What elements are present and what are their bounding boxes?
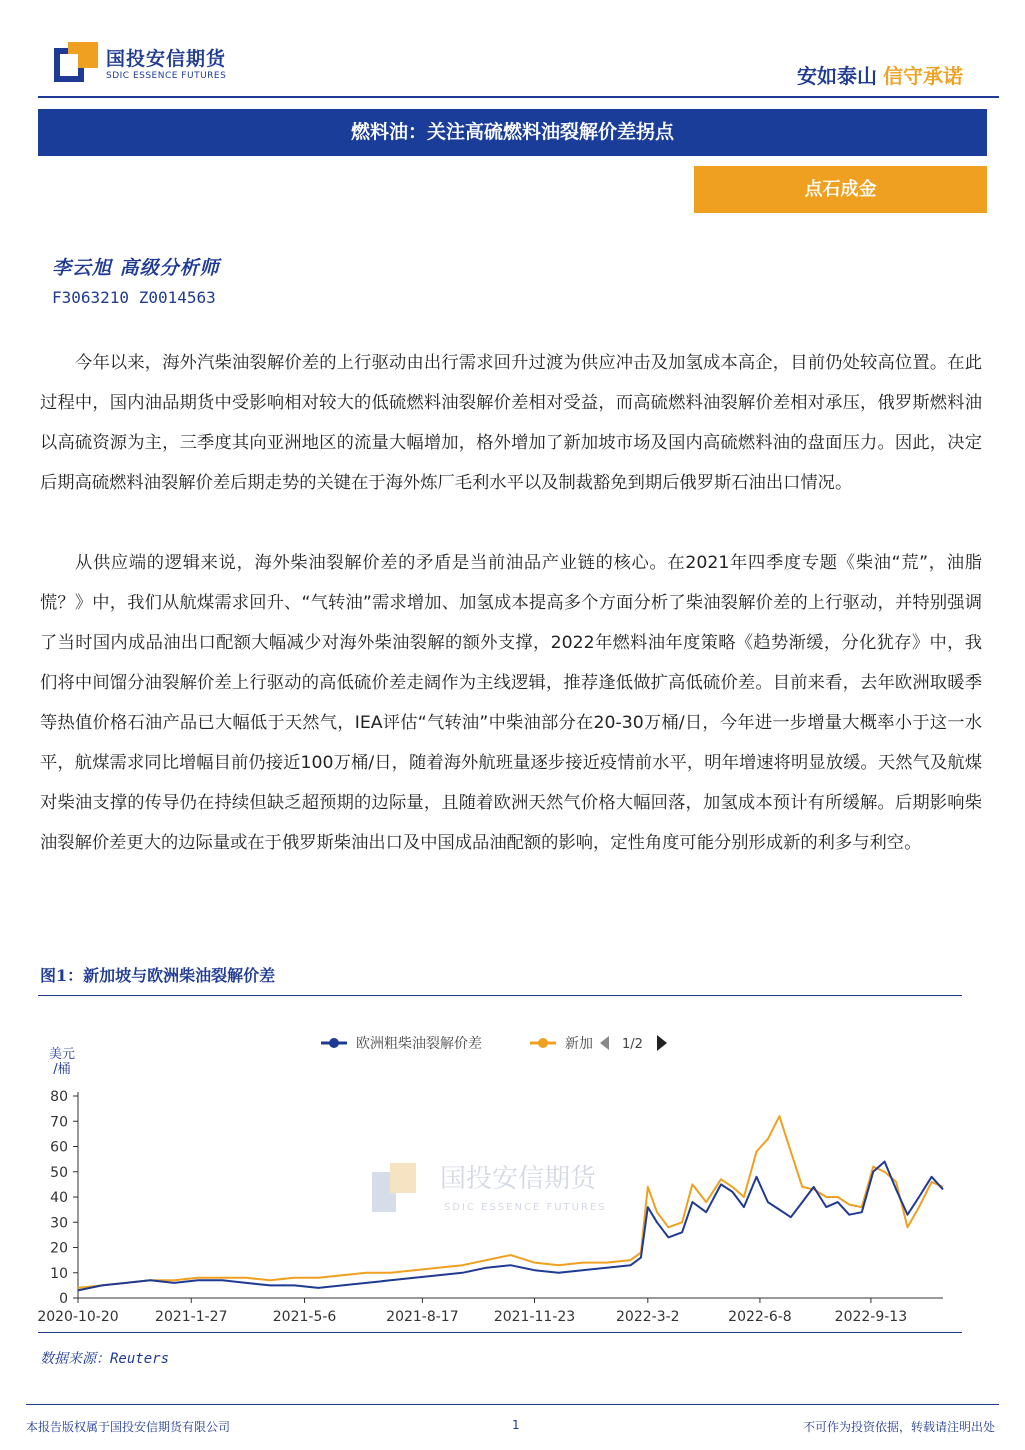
- x-tick-label: 2022-9-13: [834, 1309, 908, 1325]
- column-tag: 点石成金: [694, 166, 987, 213]
- legend-dot-singapore: [538, 1038, 548, 1048]
- slogan-part-1: 安如泰山: [797, 64, 877, 88]
- legend-next-page-icon[interactable]: [657, 1035, 667, 1051]
- x-tick-label: 2022-6-8: [728, 1309, 792, 1325]
- watermark-text-en: SDIC ESSENCE FUTURES: [444, 1202, 607, 1213]
- footer-divider: [26, 1404, 999, 1405]
- watermark-logo-icon-accent: [390, 1163, 416, 1193]
- y-tick-label: 20: [50, 1240, 68, 1257]
- x-tick-label: 2021-5-6: [272, 1309, 337, 1325]
- slogan: [797, 60, 963, 89]
- paragraph-2: 从供应端的逻辑来说，海外柴油裂解价差的矛盾是当前油品产业链的核心。在2021年四季度专题《柴油“荒”，油脂慌？》中，我们从航煤需求回升、“气转油”需求增加、加氢成本提高多个方面分析了柴油裂解价差的上行驱动，并特别强调了当时国内成品油出口配额大幅减少对海外柴油裂解的额外支撑，2022年燃料油年度策略《趋势渐缓，分化犹存》中，我们将中间馏分油裂解价差上行驱动的高低硫价差走阔作为主线逻辑，推荐逢低做扩高低硫价差。目前来看，去年欧洲取暖季等热值价格石油产品已大幅低于天然气，IEA评估“气转油”中柴油部分在20-30万桶/日，今年进一步增量大概率小于这一水平，航煤需求同比增幅目前仍接近100万桶/日，随着海外航班量逐步接近疫情前水平，明年增速将明显放缓。天然气及航煤对柴油支撑的传导仍在持续但缺乏超预期的边际量，且随着欧洲天然气价格大幅回落，加氢成本预计有所缓解。后期影响柴油裂解价差更大的边际量或在于俄罗斯柴油出口及中国成品油配额的影响，定性角度可能分别形成新的利多与利空。: [40, 553, 982, 853]
- chart-legend: [321, 1035, 667, 1052]
- legend-label-europe: 欧洲粗柴油裂解价差: [356, 1036, 482, 1052]
- author-cert-ids: F3063210 Z0014563: [52, 288, 216, 307]
- legend-page-indicator: 1/2: [622, 1037, 643, 1052]
- author-name: 李云旭 高级分析师: [52, 257, 220, 279]
- y-tick-label: 30: [50, 1215, 68, 1232]
- y-axis-label: 美元: [48, 1047, 76, 1062]
- figure-bottom-rule: [38, 1332, 962, 1333]
- y-axis: [50, 1089, 78, 1307]
- y-tick-label: 60: [50, 1139, 68, 1156]
- logo-text-cn: 国投安信期货: [106, 48, 227, 70]
- watermark: [372, 1163, 607, 1213]
- legend-label-singapore: 新加: [565, 1036, 593, 1052]
- figure-title: 图1：新加坡与欧洲柴油裂解价差: [40, 966, 276, 985]
- x-tick-label: 2021-8-17: [386, 1309, 459, 1325]
- y-tick-label: 80: [50, 1089, 68, 1105]
- y-tick-label: 10: [50, 1265, 68, 1282]
- figure-source: 数据来源：Reuters: [40, 1351, 170, 1367]
- y-tick-label: 0: [59, 1291, 68, 1307]
- x-tick-label: 2020-10-20: [37, 1309, 119, 1325]
- slogan-part-2: 信守承诺: [883, 64, 963, 88]
- paragraph-1: 今年以来，海外汽柴油裂解价差的上行驱动由出行需求回升过渡为供应冲击及加氢成本高企，目前仍处较高位置。在此过程中，国内油品期货中受影响相对较大的低硫燃料油裂解价差相对受益，而高硫燃料油裂解价差相对承压，俄罗斯燃料油以高硫资源为主，三季度其向亚洲地区的流量大幅增加，格外增加了新加坡市场及国内高硫燃料油的盘面压力。因此，决定后期高硫燃料油裂解价差后期走势的关键在于海外炼厂毛利水平以及制裁豁免到期后俄罗斯石油出口情况。: [40, 353, 982, 493]
- x-tick-label: 2022-3-2: [616, 1309, 680, 1325]
- x-axis: [37, 1298, 943, 1325]
- y-tick-label: 70: [50, 1114, 68, 1131]
- watermark-text-cn: 国投安信期货: [440, 1164, 597, 1194]
- company-logo-icon: [54, 42, 98, 82]
- y-axis-label-unit: /桶: [53, 1062, 71, 1077]
- y-tick-label: 40: [50, 1190, 68, 1206]
- y-tick-label: 50: [50, 1164, 68, 1181]
- footer-copyright: 本报告版权属于国投安信期货有限公司: [26, 1420, 231, 1434]
- report-title: 燃料油：关注高硫燃料油裂解价差拐点: [38, 109, 987, 156]
- legend-dot-europe: [329, 1038, 339, 1048]
- x-tick-label: 2021-1-27: [155, 1309, 228, 1325]
- figure-top-rule: [38, 995, 962, 996]
- footer-disclaimer: 不可作为投资依据，转载请注明出处: [802, 1420, 995, 1434]
- logo-text-en: SDIC ESSENCE FUTURES: [106, 71, 227, 81]
- legend-prev-page-icon[interactable]: [600, 1036, 609, 1050]
- crack-spread-chart: [0, 1000, 1025, 1330]
- x-tick-label: 2021-11-23: [493, 1309, 576, 1325]
- header-divider: [38, 96, 999, 98]
- page-number: 1: [512, 1418, 520, 1432]
